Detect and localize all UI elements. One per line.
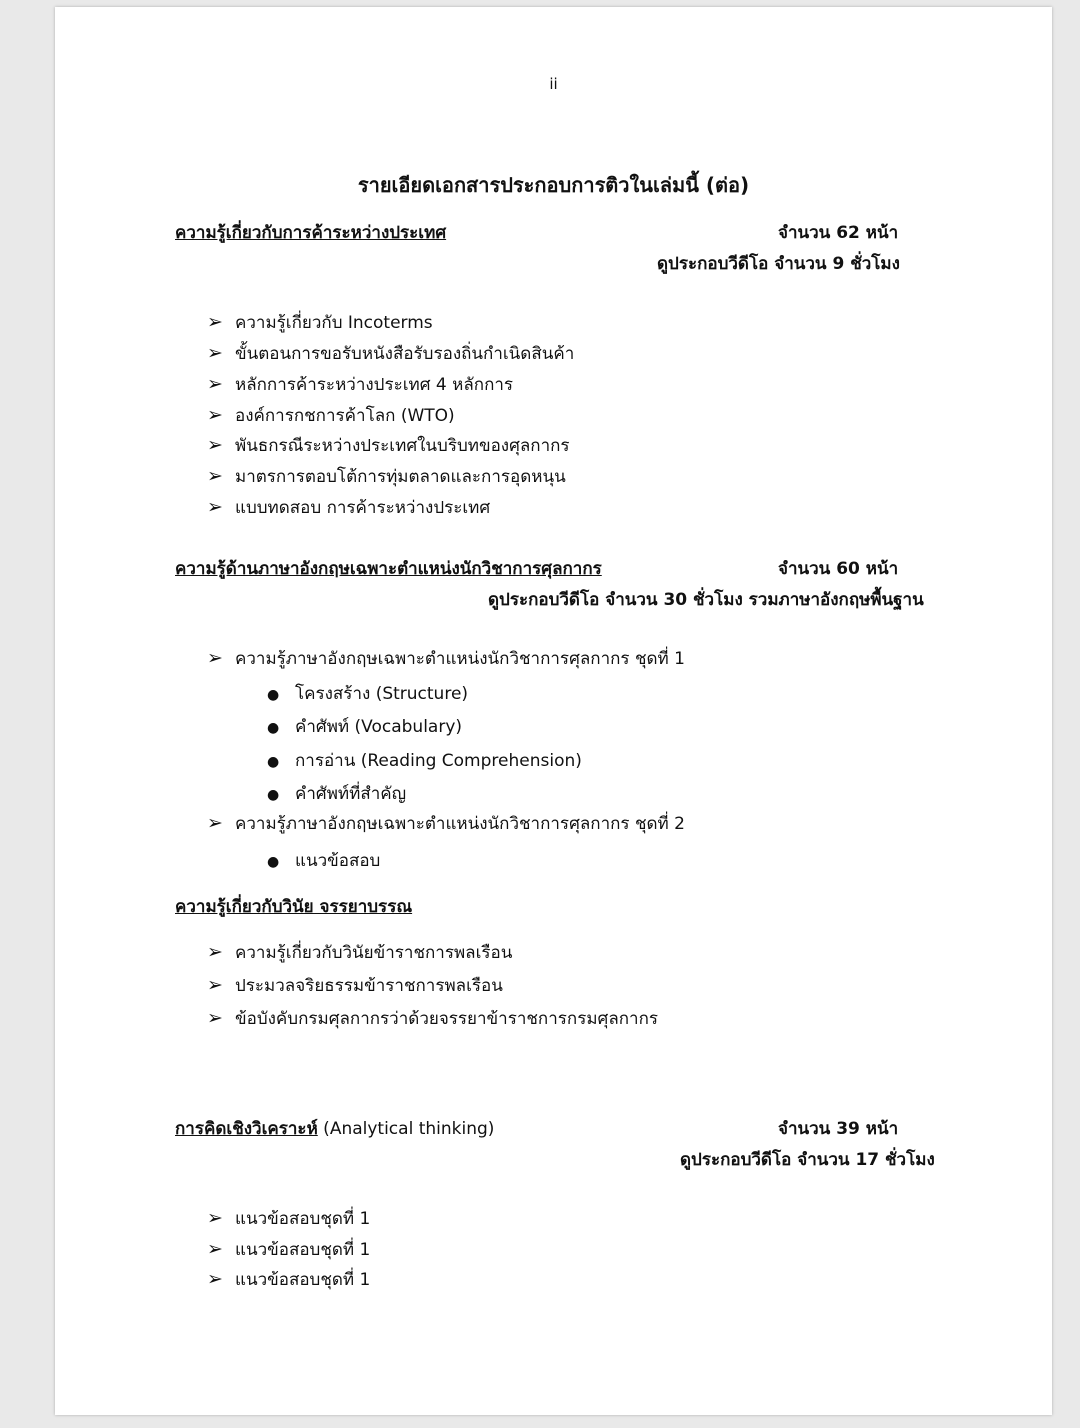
section-heading-analytical-text: การคิดเชิงวิเคราะห์ xyxy=(175,1119,318,1139)
section-english-pages: จำนวน 60 หน้า xyxy=(778,559,899,579)
list-item-text: ขั้นตอนการขอรับหนังสือรับรองถิ่นกำเนิดสินค้า xyxy=(235,344,575,364)
section-heading-discipline-text: ความรู้เกี่ยวกับวินัย จรรยาบรรณ xyxy=(175,897,413,917)
section-heading-analytical-suffix: (Analytical thinking) xyxy=(317,1119,495,1139)
list-item xyxy=(207,463,566,490)
sub-list-item-text: แนวข้อสอบ xyxy=(295,851,381,871)
list-item-text: ความรู้ภาษาอังกฤษเฉพาะตำแหน่งนักวิชาการศุลกากร ชุดที่ 1 xyxy=(235,649,685,669)
arrow-bullet-icon: ➢ xyxy=(207,496,223,518)
dot-bullet-icon: ● xyxy=(267,787,280,803)
list-item-text: แนวข้อสอบชุดที่ 1 xyxy=(235,1209,371,1229)
dot-bullet-icon: ● xyxy=(267,687,280,703)
sub-list-item xyxy=(267,747,582,774)
arrow-bullet-icon: ➢ xyxy=(207,434,223,456)
list-item xyxy=(207,402,455,429)
list-item-text: แบบทดสอบ การค้าระหว่างประเทศ xyxy=(235,498,491,518)
dot-bullet-icon: ● xyxy=(267,720,280,736)
section-trade-pages: จำนวน 62 หน้า xyxy=(778,223,899,243)
sub-list-item-text: โครงสร้าง (Structure) xyxy=(295,684,469,704)
section-trade-video: ดูประกอบวีดีโอ จำนวน 9 ชั่วโมง xyxy=(657,254,900,274)
list-item-text: ประมวลจริยธรรมข้าราชการพลเรือน xyxy=(235,976,503,996)
list-item-text: หลักการค้าระหว่างประเทศ 4 หลักการ xyxy=(235,375,514,395)
list-item xyxy=(207,810,685,837)
list-item-text: มาตรการตอบโต้การทุ่มตลาดและการอุดหนุน xyxy=(235,467,566,487)
arrow-bullet-icon: ➢ xyxy=(207,465,223,487)
list-item xyxy=(207,1266,370,1293)
list-item-text: ความรู้เกี่ยวกับ Incoterms xyxy=(235,313,433,333)
list-item-text: ความรู้เกี่ยวกับวินัยข้าราชการพลเรือน xyxy=(235,943,513,963)
list-item-text: ความรู้ภาษาอังกฤษเฉพาะตำแหน่งนักวิชาการศุลกากร ชุดที่ 2 xyxy=(235,814,685,834)
dot-bullet-icon: ● xyxy=(267,754,280,770)
arrow-bullet-icon: ➢ xyxy=(207,812,223,834)
arrow-bullet-icon: ➢ xyxy=(207,404,223,426)
list-item xyxy=(207,1205,370,1232)
section-english-video: ดูประกอบวีดีโอ จำนวน 30 ชั่วโมง รวมภาษาอังกฤษพื้นฐาน xyxy=(488,590,924,610)
list-item xyxy=(207,1005,658,1032)
arrow-bullet-icon: ➢ xyxy=(207,974,223,996)
list-item xyxy=(207,972,503,999)
list-item xyxy=(207,494,490,521)
arrow-bullet-icon: ➢ xyxy=(207,1268,223,1290)
list-item xyxy=(207,371,513,398)
arrow-bullet-icon: ➢ xyxy=(207,1007,223,1029)
list-item-text: องค์การกชการค้าโลก (WTO) xyxy=(235,406,455,426)
list-item xyxy=(207,645,685,672)
arrow-bullet-icon: ➢ xyxy=(207,1238,223,1260)
sub-list-item xyxy=(267,780,406,807)
document-page xyxy=(55,7,1052,1415)
page-title: รายเอียดเอกสารประกอบการติวในเล่มนี้ (ต่อ) xyxy=(357,173,750,197)
sub-list-item-text: คำศัพท์ (Vocabulary) xyxy=(295,717,463,737)
list-item xyxy=(207,432,570,459)
page-number: ii xyxy=(549,75,558,93)
arrow-bullet-icon: ➢ xyxy=(207,373,223,395)
section-heading-analytical xyxy=(175,1115,494,1142)
list-item-text: ข้อบังคับกรมศุลกากรว่าด้วยจรรยาข้าราชการกรมศุลกากร xyxy=(235,1009,659,1029)
sub-list-item xyxy=(267,680,468,707)
section-analytical-video: ดูประกอบวีดีโอ จำนวน 17 ชั่วโมง xyxy=(680,1150,935,1170)
section-heading-trade xyxy=(175,219,446,246)
list-item xyxy=(207,1236,370,1263)
arrow-bullet-icon: ➢ xyxy=(207,311,223,333)
section-heading-english-text: ความรู้ด้านภาษาอังกฤษเฉพาะตำแหน่งนักวิชาการศุลกากร xyxy=(175,559,602,579)
list-item xyxy=(207,309,433,336)
sub-list-item-text: การอ่าน (Reading Comprehension) xyxy=(295,751,582,771)
sub-list-item xyxy=(267,713,462,740)
list-item-text: แนวข้อสอบชุดที่ 1 xyxy=(235,1240,371,1260)
section-heading-english xyxy=(175,555,602,582)
sub-list-item xyxy=(267,847,380,874)
list-item xyxy=(207,340,574,367)
dot-bullet-icon: ● xyxy=(267,854,280,870)
sub-list-item-text: คำศัพท์ที่สำคัญ xyxy=(295,784,407,804)
section-heading-trade-text: ความรู้เกี่ยวกับการค้าระหว่างประเทศ xyxy=(175,223,447,243)
list-item xyxy=(207,939,512,966)
arrow-bullet-icon: ➢ xyxy=(207,941,223,963)
section-heading-discipline xyxy=(175,893,412,920)
list-item-text: แนวข้อสอบชุดที่ 1 xyxy=(235,1270,371,1290)
section-analytical-pages: จำนวน 39 หน้า xyxy=(778,1119,899,1139)
arrow-bullet-icon: ➢ xyxy=(207,1207,223,1229)
arrow-bullet-icon: ➢ xyxy=(207,647,223,669)
list-item-text: พันธกรณีระหว่างประเทศในบริบทของศุลกากร xyxy=(235,436,570,456)
arrow-bullet-icon: ➢ xyxy=(207,342,223,364)
